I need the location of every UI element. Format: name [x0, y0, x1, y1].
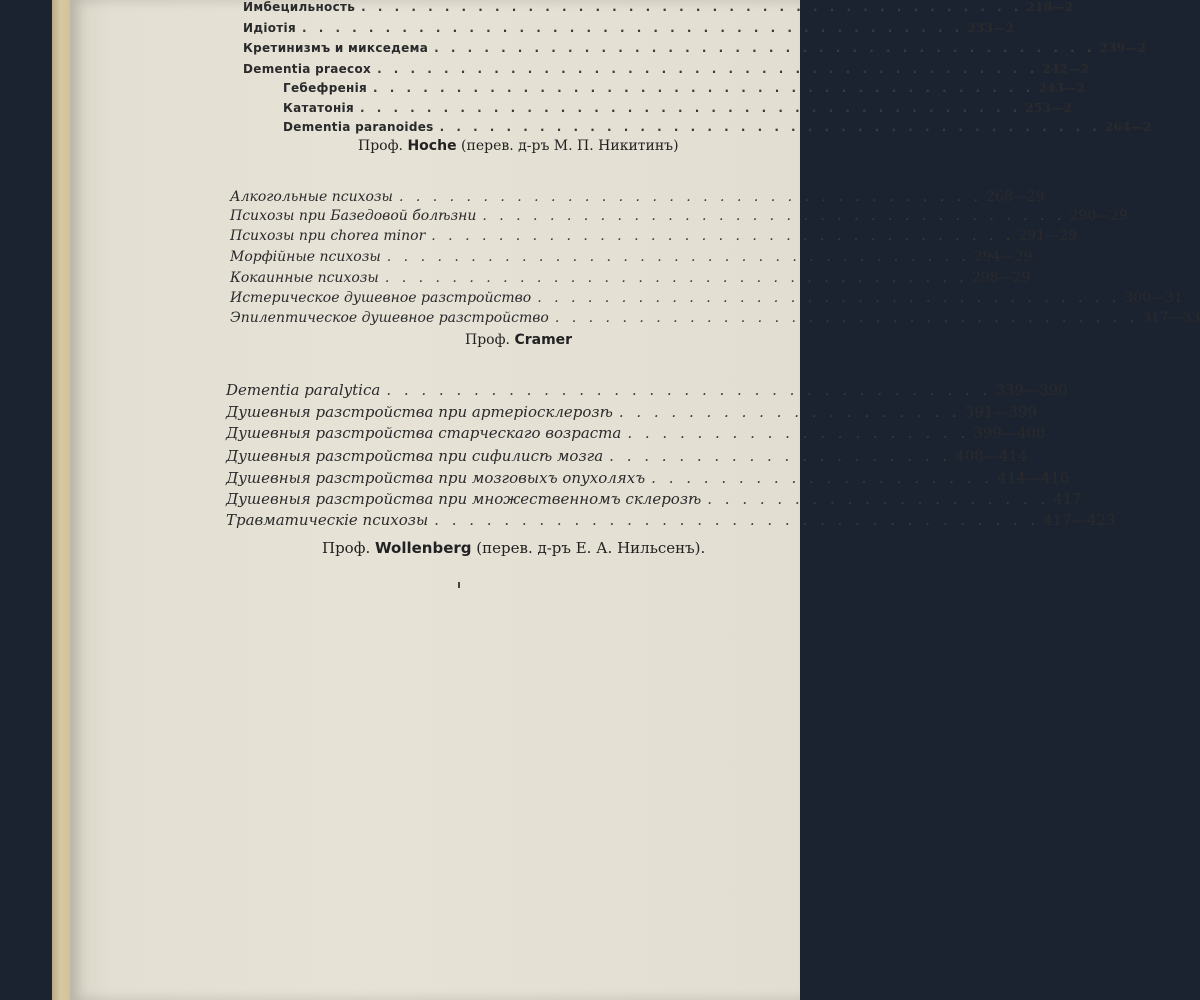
toc-entry-pages: 391—399 — [964, 403, 1038, 421]
toc-entry-pages: 339—390 — [995, 381, 1068, 399]
toc-entry-title: Душевныя разстройства при мозговыхъ опухоляхъ — [226, 469, 646, 487]
leader-dots: . . . . . . . . . . . . . . . . . . . . . . . . . . . . . . . . . . . — [554, 310, 1138, 326]
toc-entry-title: Психозы при chorea minor — [230, 228, 426, 244]
toc-entry-pages: 414—416 — [997, 469, 1070, 487]
toc-entry-title: Травматическіе психозы — [226, 511, 429, 529]
leader-dots: . . . . . . . . . . . . . . . . . . . . . . . . . . . . . . . . . . . . . . . . — [434, 41, 1096, 55]
toc-entry-pages: 298—29 — [971, 270, 1031, 286]
toc-entry-pages: 317—33 — [1141, 310, 1200, 326]
leader-dots: . . . . . . . . . . . . . . . . . . . . . . . . . . . . . . . . . . . — [386, 249, 970, 265]
toc-entry — [243, 21, 1015, 35]
toc-entry-title: Душевныя разстройства при множественномъ склерозѣ — [226, 490, 702, 508]
toc-entry — [230, 208, 1128, 224]
toc-entry-title: Dementia praecox — [243, 62, 372, 76]
leader-dots: . . . . . . . . . . . . . . . . . . . . — [651, 469, 994, 487]
author-translator: (перев. д-ръ Е. А. Нильсенъ). — [476, 539, 706, 557]
toc-entry-title: Морфійные психозы — [230, 249, 381, 265]
toc-entry-title: Dementia paralytica — [226, 381, 381, 399]
toc-entry — [226, 511, 1116, 529]
leader-dots: . . . . . . . . . . . . . . . . . . . . . . . . . . . . . . . . . . . — [431, 228, 1015, 244]
toc-entry-title: Эпилептическое душевное разстройство — [230, 310, 549, 326]
toc-entry — [226, 469, 1070, 487]
leader-dots: . . . . . . . . . . . . . . . . . . . . . . . . . . . . . . . . . . . — [398, 189, 983, 205]
toc-entry-pages: 417—423 — [1043, 511, 1116, 529]
toc-entry-pages: 294—29 — [973, 249, 1033, 265]
author-translator: (перев. д-ръ М. П. Никитинъ) — [461, 138, 679, 154]
toc-entry-title: Алкогольные психозы — [230, 189, 393, 205]
leader-dots: . . . . . . . . . . . . . . . . . . . . . . . . . . . . . . . . . . . . . . . . — [439, 120, 1101, 134]
toc-entry-title: Кокаинные психозы — [230, 270, 379, 286]
leader-dots: . . . . . . . . . . . . . . . . . . . . — [707, 490, 1050, 508]
toc-entry-pages: 233—2 — [967, 21, 1015, 35]
toc-entry — [230, 249, 1033, 265]
toc-entry — [243, 0, 1074, 14]
leader-dots: . . . . . . . . . . . . . . . . . . . . . . . . . . . . . . . . . . . — [386, 381, 992, 399]
leader-dots: . . . . . . . . . . . . . . . . . . . . . . . . . . . . . . . . . . . — [482, 208, 1066, 224]
toc-entry — [226, 447, 1028, 465]
toc-entry — [243, 41, 1147, 55]
leader-dots: . . . . . . . . . . . . . . . . . . . . — [618, 403, 961, 421]
toc-entry-pages: 264—2 — [1104, 120, 1152, 134]
toc-entry-title: Душевныя разстройства старческаго возраста — [226, 424, 622, 442]
toc-entry — [226, 490, 1082, 508]
author-prefix: Проф. — [358, 138, 404, 154]
toc-entry — [230, 189, 1045, 205]
toc-entry-pages: 408—414 — [955, 447, 1028, 465]
section-author — [358, 138, 679, 154]
toc-entry — [226, 403, 1038, 421]
leader-dots: . . . . . . . . . . . . . . . . . . . . . . . . . . . . . . . . . . . . . . . . — [361, 0, 1023, 14]
ink-mark — [458, 582, 460, 588]
toc-entry-title: Психозы при Базедовой болѣзни — [230, 208, 477, 224]
author-name: Hoche — [407, 138, 457, 154]
toc-entry-pages: 417 — [1053, 490, 1082, 508]
toc-entry — [230, 270, 1031, 286]
toc-entry-pages: 291—29 — [1018, 228, 1077, 244]
leader-dots: . . . . . . . . . . . . . . . . . . . . . . . . . . . . . . . . . . . — [434, 511, 1040, 529]
toc-entry-title: Кататонія — [283, 101, 354, 115]
author-prefix: Проф. — [465, 332, 511, 348]
toc-entry-title: Кретинизмъ и микседема — [243, 41, 429, 55]
toc-entry-pages: 243—2 — [1038, 81, 1086, 95]
section-author — [465, 332, 572, 348]
author-name: Wollenberg — [375, 539, 472, 557]
toc-entry — [243, 62, 1090, 76]
toc-entry-title: Dementia paranoides — [283, 120, 434, 134]
toc-entry-title: Гебефренія — [283, 81, 368, 95]
toc-entry — [283, 120, 1152, 134]
leader-dots: . . . . . . . . . . . . . . . . . . . . . . . . . . . . . . . . . . . . . . . . — [373, 81, 1035, 95]
section-author — [322, 539, 705, 557]
toc-entry — [283, 81, 1086, 95]
toc-entry-pages: 253—2 — [1025, 101, 1073, 115]
toc-entry-pages: 268—29 — [986, 189, 1045, 205]
toc-entry-title: Идіотія — [243, 21, 296, 35]
toc-entry — [230, 310, 1200, 326]
toc-entry-pages: 290—29 — [1069, 208, 1128, 224]
toc-entry — [226, 424, 1046, 442]
toc-entry-pages: 242—2 — [1042, 62, 1090, 76]
toc-entry-title: Душевныя разстройства при артеріосклерозѣ — [226, 403, 613, 421]
toc-entry-title: Имбецильность — [243, 0, 356, 14]
leader-dots: . . . . . . . . . . . . . . . . . . . . — [627, 424, 970, 442]
toc-entry — [283, 101, 1073, 115]
leader-dots: . . . . . . . . . . . . . . . . . . . . . . . . . . . . . . . . . . . . . . . . — [377, 62, 1039, 76]
toc-entry-pages: 399—408 — [973, 424, 1046, 442]
leader-dots: . . . . . . . . . . . . . . . . . . . . . . . . . . . . . . . . . . . . . . . . — [301, 21, 964, 35]
author-prefix: Проф. — [322, 539, 371, 557]
toc-entry-pages: 239—2 — [1099, 41, 1147, 55]
toc-entry-title: Душевныя разстройства при сифилисѣ мозга — [226, 447, 604, 465]
toc-entry — [226, 381, 1068, 399]
toc-entry-pages: 218—2 — [1026, 0, 1074, 14]
toc-entry-pages: 300—31 — [1124, 290, 1183, 306]
toc-entry — [230, 290, 1183, 306]
toc-entry — [230, 228, 1077, 244]
author-name: Cramer — [514, 332, 573, 348]
leader-dots: . . . . . . . . . . . . . . . . . . . . . . . . . . . . . . . . . . . — [537, 290, 1121, 306]
leader-dots: . . . . . . . . . . . . . . . . . . . . — [609, 447, 952, 465]
leader-dots: . . . . . . . . . . . . . . . . . . . . . . . . . . . . . . . . . . . — [384, 270, 968, 286]
toc-entry-title: Истерическое душевное разстройство — [230, 290, 532, 306]
leader-dots: . . . . . . . . . . . . . . . . . . . . . . . . . . . . . . . . . . . . . . . . — [359, 101, 1022, 115]
